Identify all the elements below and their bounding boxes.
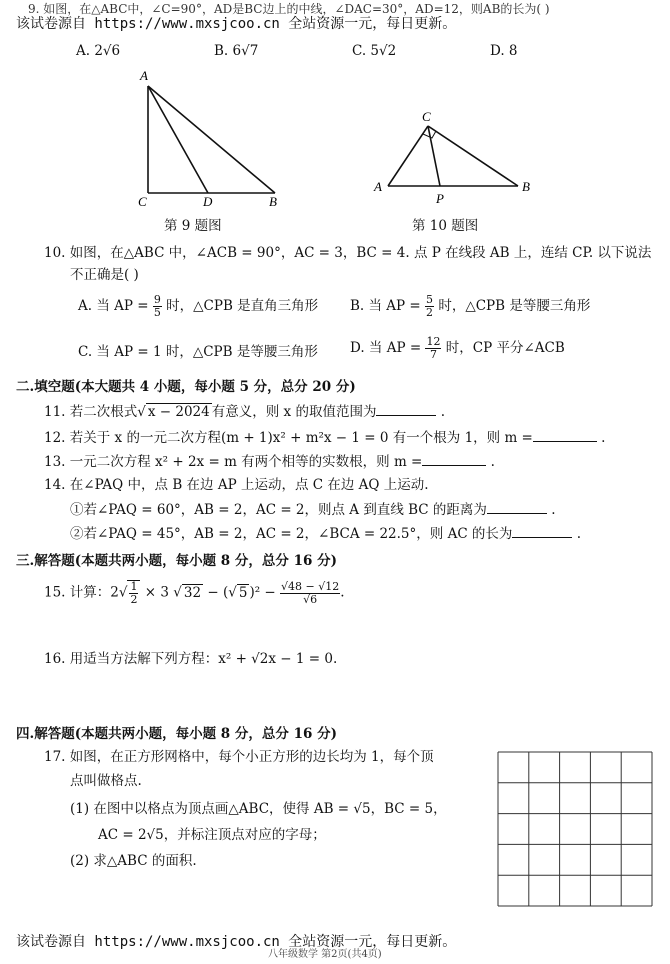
section2-title: 二.填空题(本大题共 4 小题，每小题 5 分，总分 20 分) [16, 379, 356, 395]
q10-option-c: C. 当 AP = 1 时，△CPB 是等腰三角形 [78, 344, 318, 360]
q10-label-b: B [522, 179, 530, 194]
q10-label-c: C [422, 109, 431, 124]
q9-option-c: C. 5√2 [352, 43, 397, 59]
q17-line1: 17. 如图，在正方形网格中，每个小正方形的边长均为 1，每个顶 [44, 749, 434, 765]
q13: 13. 一元二次方程 x² + 2x = m 有两个相等的实数根，则 m = . [44, 454, 495, 470]
q10-caption: 第 10 题图 [412, 218, 479, 234]
q10-figure [370, 106, 540, 206]
q9-option-a: A. 2√6 [76, 43, 121, 59]
q17-grid [496, 750, 654, 908]
q10-option-a: A. 当 AP = $\frac{9}{5}$ 时，△CPB 是直角三角形 [78, 293, 319, 319]
q17-part2: (2) 求△ABC 的面积. [70, 853, 197, 869]
q17-part1: (1) 在图中以格点为顶点画△ABC，使得 AB = √5，BC = 5， [70, 801, 447, 817]
q9-figure [130, 66, 290, 216]
q15: 15. 计算：2√ $\frac{1}{2}$ × 3 √ 32 − (√ 5 )² − $\frac{√48 - √12}{√6}$ . [44, 579, 345, 606]
q14-part2: ②若∠PAQ = 45°，AB = 2，AC = 2，∠BCA = 22.5°，则 AC 的长为 . [70, 526, 582, 542]
q16: 16. 用适当方法解下列方程：x² + √2x − 1 = 0. [44, 651, 338, 667]
q10-label-p: P [436, 191, 444, 206]
q10-label-a: A [374, 179, 382, 194]
q12: 12. 若关于 x 的一元二次方程(m + 1)x² + m²x − 1 = 0 有一个根为 1，则 m = . [44, 430, 606, 446]
q9-caption: 第 9 题图 [164, 218, 222, 234]
q17-line2: 点叫做格点. [70, 773, 142, 789]
q10-line1: 10. 如图，在△ABC 中，∠ACB = 90°，AC = 3，BC = 4. 点 P 在线段 AB 上，连结 CP. 以下说法 [44, 245, 652, 261]
q10-option-b: B. 当 AP = $\frac{5}{2}$ 时，△CPB 是等腰三角形 [350, 293, 591, 319]
watermark-footer: 该试卷源自 https://www.mxsjcoo.cn 全站资源一元，每日更新。 [16, 934, 457, 950]
q14: 14. 在∠PAQ 中，点 B 在边 AP 上运动，点 C 在边 AQ 上运动. [44, 477, 429, 493]
q9-label-c: C [138, 194, 147, 209]
q17-part1b: AC = 2√5，并标注顶点对应的字母； [98, 827, 326, 843]
q9-label-b: B [269, 194, 277, 209]
q14-part1: ①若∠PAQ = 60°，AB = 2，AC = 2，则点 A 到直线 BC 的距离为 . [70, 502, 556, 518]
watermark-header: 该试卷源自 https://www.mxsjcoo.cn 全站资源一元，每日更新。 [16, 16, 457, 32]
q9-option-b: B. 6√7 [214, 43, 259, 59]
q10-option-d: D. 当 AP = $\frac{12}{7}$ 时，CP 平分∠ACB [350, 335, 565, 361]
q9-label-d: D [203, 194, 213, 209]
section3-title: 三.解答题(本题共两小题，每小题 8 分，总分 16 分) [16, 553, 337, 569]
q9-stem: 9. 如图，在△ABC中，∠C=90°，AD是BC边上的中线，∠DAC=30°，AD=12，则AB的长为( ) [28, 2, 550, 16]
q11: 11. 若二次根式√ x − 2024 有意义，则 x 的取值范围为 . [44, 404, 446, 420]
page-footer: 八年级数学 第2页(共4页) [268, 949, 382, 960]
q10-line2: 不正确是( ) [70, 267, 139, 283]
q9-label-a: A [140, 68, 148, 83]
section4-title: 四.解答题(本题共两小题，每小题 8 分，总分 16 分) [16, 726, 337, 742]
q9-option-d: D. 8 [490, 43, 518, 59]
